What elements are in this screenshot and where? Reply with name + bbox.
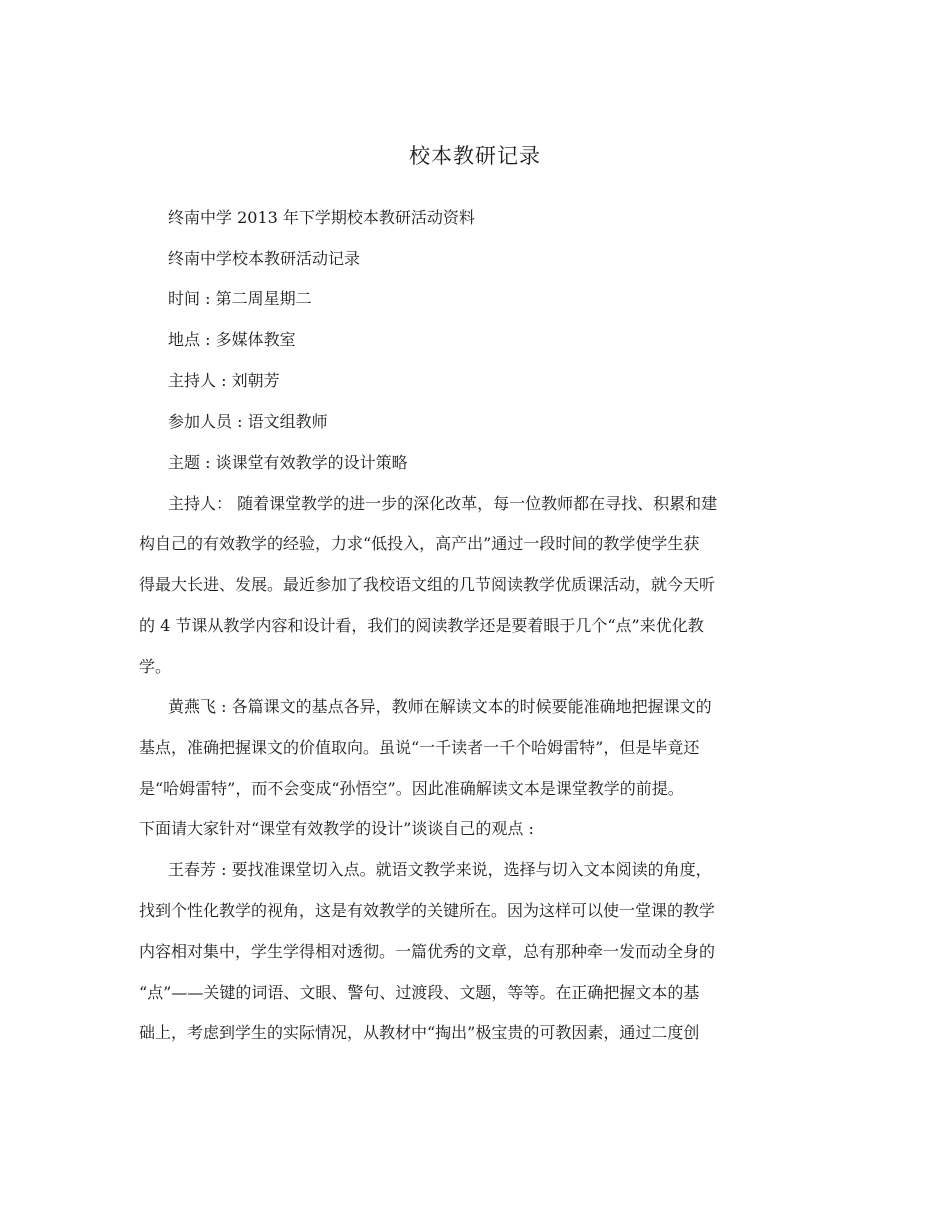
meta-time: 时间 : 第二周星期二 — [168, 289, 312, 308]
paragraph-line: 下面请大家针对“课堂有效教学的设计”谈谈自己的观点 : — [139, 819, 534, 838]
meta-school-term: 终南中学 2013 年下学期校本教研活动资料 — [168, 208, 475, 227]
page-title: 校本教研记录 — [409, 144, 541, 168]
paragraph-line: 王春芳 : 要找准课堂切入点。就语文教学来说，选择与切入文本阅读的角度， — [168, 860, 712, 879]
paragraph-line: 找到个性化教学的视角，这是有效教学的关键所在。因为这样可以使一堂课的教学 — [139, 901, 716, 920]
paragraph-line: 内容相对集中，学生学得相对透彻。一篇优秀的文章，总有那种牵一发而动全身的 — [139, 942, 716, 961]
paragraph-line: 学。 — [139, 657, 172, 676]
paragraph-line: 构自己的有效教学的经验，力求“低投入，高产出”通过一段时间的教学使学生获 — [139, 534, 700, 553]
meta-participants: 参加人员 : 语文组教师 — [168, 412, 328, 431]
paragraph-line: “点”——关键的词语、文眼、警句、过渡段、文题，等等。在正确把握文本的基 — [139, 983, 700, 1002]
meta-host: 主持人 : 刘朝芳 — [168, 371, 280, 390]
meta-topic: 主题 : 谈课堂有效教学的设计策略 — [168, 453, 408, 472]
paragraph-line: 的 4 节课从教学内容和设计看，我们的阅读教学还是要着眼于几个“点”来优化教 — [139, 616, 704, 635]
paragraph-line: 得最大长进、发展。最近参加了我校语文组的几节阅读教学优质课活动，就今天听 — [139, 575, 716, 594]
meta-record-title: 终南中学校本教研活动记录 — [168, 249, 361, 268]
paragraph-line: 是“哈姆雷特”，而不会变成“孙悟空”。因此准确解读文本是课堂教学的前提。 — [139, 779, 684, 798]
paragraph-line: 础上，考虑到学生的实际情况，从教材中“掏出”极宝贵的可教因素，通过二度创 — [139, 1023, 700, 1042]
meta-location: 地点 : 多媒体教室 — [168, 330, 296, 349]
paragraph-line: 基点，准确把握课文的价值取向。虽说“一千读者一千个哈姆雷特”，但是毕竟还 — [139, 738, 700, 757]
paragraph-line: 主持人： 随着课堂教学的进一步的深化改革，每一位教师都在寻找、积累和建 — [168, 494, 718, 513]
paragraph-line: 黄燕飞 : 各篇课文的基点各异，教师在解读文本的时候要能准确地把握课文的 — [168, 697, 712, 716]
